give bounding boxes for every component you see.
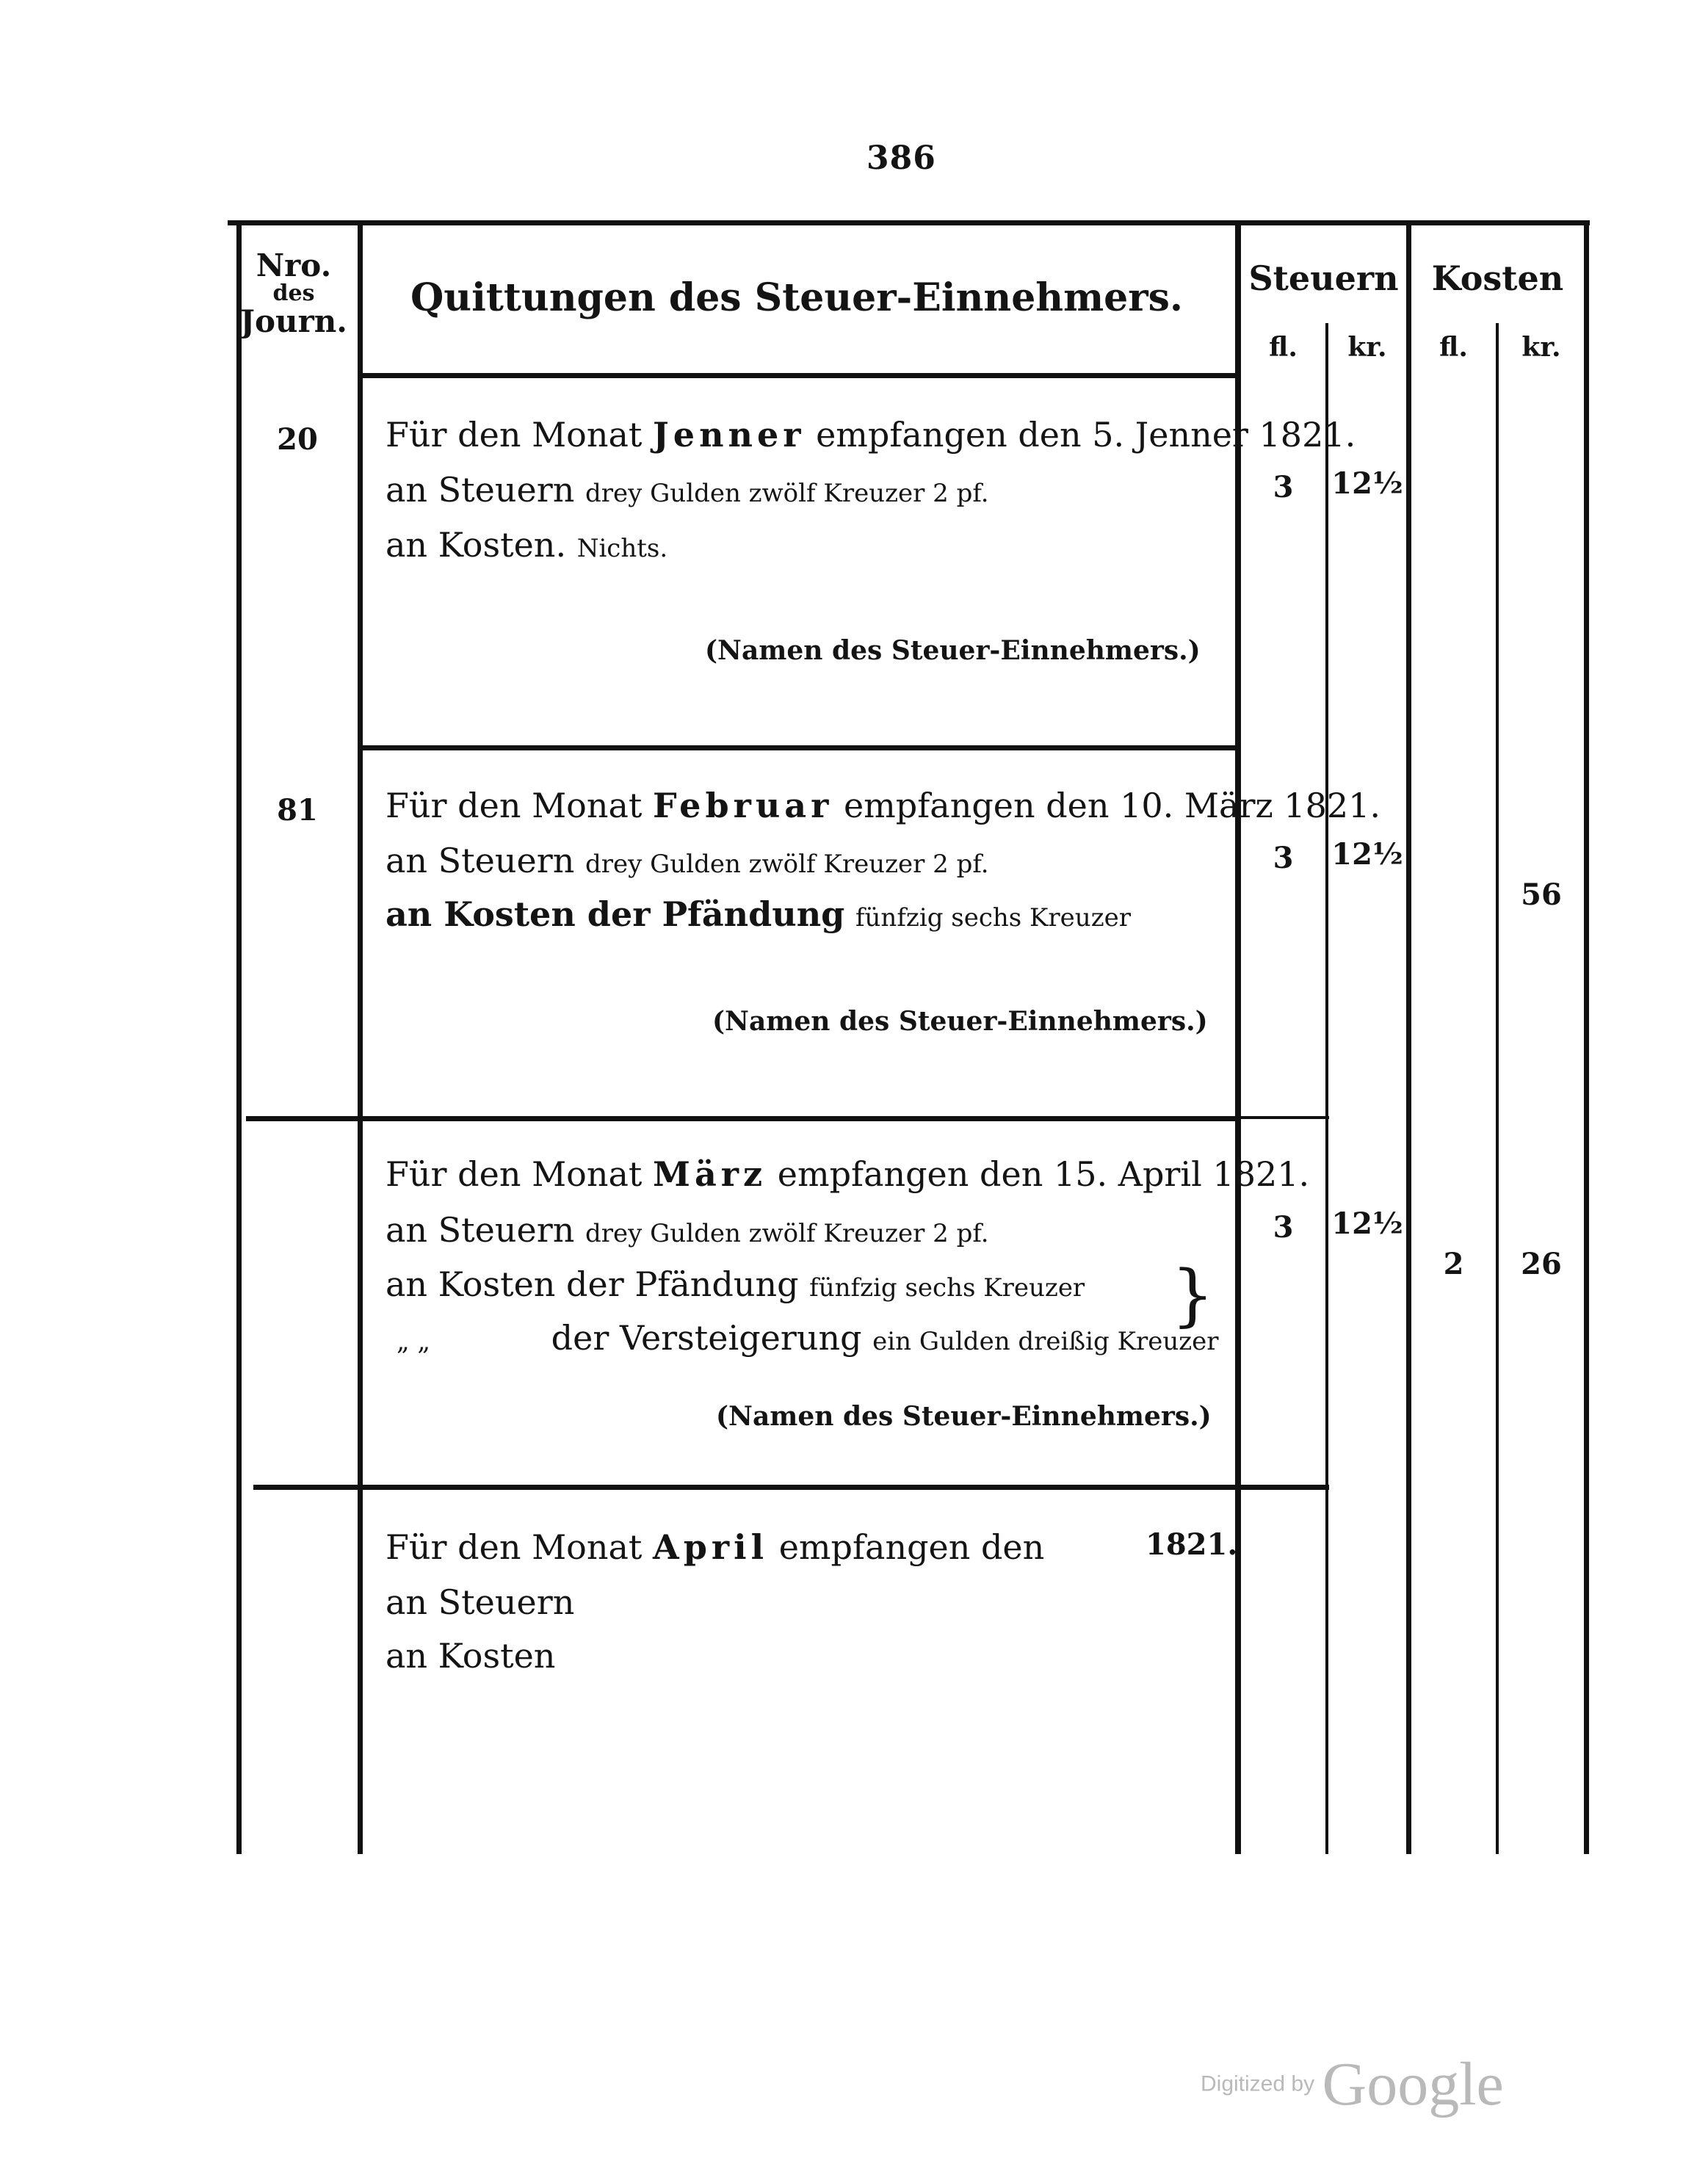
right-border — [1584, 220, 1589, 1854]
header-title: Quittungen des Steuer-Einnehmers. — [410, 275, 1183, 320]
journal-number: 20 — [277, 422, 318, 457]
receipt-line-3: an Kosten der Pfändung fünfzig sechs Kreuzer — [386, 894, 1131, 934]
kosten-kr-value: 56 — [1521, 877, 1562, 912]
header-kosten-fl: fl. — [1439, 332, 1468, 363]
header-steuern: Steuern — [1248, 258, 1399, 298]
kosten-split-rule — [1496, 323, 1499, 1854]
receipt-line-2: an Steuern drey Gulden zwölf Kreuzer 2 pf. — [386, 470, 989, 510]
kosten-kr-value: 26 — [1521, 1247, 1562, 1281]
steuern-kr-value: 12½ — [1331, 1206, 1403, 1241]
kosten-fl-value: 2 — [1443, 1247, 1464, 1281]
header-kosten-kr: kr. — [1521, 332, 1561, 363]
header-steuern-kr: kr. — [1347, 332, 1387, 363]
header-nro-des: des — [272, 280, 315, 307]
steuern-kr-value: 12½ — [1331, 466, 1403, 501]
receipt-line-3: an Kosten — [386, 1636, 556, 1676]
left-border — [236, 224, 242, 1854]
receipt-line-1: Für den Monat März empfangen den 15. April 1821. — [386, 1154, 1310, 1194]
journal-column-rule — [358, 224, 363, 1854]
header-nro-journ: Journ. — [240, 303, 347, 339]
table-top-rule — [228, 220, 1590, 225]
steuern-header-rule — [1241, 1116, 1329, 1119]
steuern-fl-value: 3 — [1273, 1210, 1294, 1245]
receipt-line-1: Für den Monat Jenner empfangen den 5. Jenner 1821. — [386, 415, 1356, 455]
steuern-fl-value: 3 — [1273, 470, 1294, 504]
receipt-line-2: an Steuern drey Gulden zwölf Kreuzer 2 pf. — [386, 841, 989, 880]
header-bottom-rule — [360, 373, 1237, 378]
brace-icon: } — [1171, 1256, 1215, 1334]
text-column-rule — [1235, 220, 1241, 1854]
row-divider-1 — [360, 745, 1237, 750]
steuern-kr-value: 12½ — [1331, 837, 1403, 872]
receipt-line-2: an Steuern drey Gulden zwölf Kreuzer 2 pf. — [386, 1210, 989, 1250]
steuern-split-rule — [1325, 323, 1328, 1854]
digitized-watermark — [1201, 2049, 1504, 2120]
digitized-by-label: Digitized by — [1201, 2071, 1315, 2096]
receipt-line-2: an Steuern — [386, 1582, 575, 1622]
receipt-line-4: „ „ der Versteigerung ein Gulden dreißig Kreuzer — [397, 1318, 1219, 1358]
row-divider-3 — [253, 1485, 1329, 1490]
journal-number: 81 — [277, 793, 318, 828]
signature-placeholder: (Namen des Steuer-Einnehmers.) — [712, 1006, 1208, 1037]
header-kosten: Kosten — [1431, 258, 1564, 298]
receipt-line-3: an Kosten. Nichts. — [386, 525, 668, 565]
header-nro-label: Nro. — [256, 247, 332, 283]
row-divider-2 — [246, 1116, 1237, 1121]
steuern-kosten-rule — [1406, 220, 1411, 1854]
header-nro — [239, 247, 349, 339]
receipt-line-1: Für den Monat Februar empfangen den 10. März 1821. — [386, 786, 1380, 825]
receipt-line-3: an Kosten der Pfändung fünfzig sechs Kreuzer — [386, 1264, 1085, 1304]
page-number: 386 — [866, 140, 936, 177]
receipt-line-1: Für den Monat April empfangen den — [386, 1527, 1045, 1567]
receipt-year: 1821. — [1146, 1527, 1238, 1562]
header-steuern-fl: fl. — [1269, 332, 1298, 363]
steuern-fl-value: 3 — [1273, 841, 1294, 875]
google-logo: Google — [1322, 2050, 1504, 2118]
signature-placeholder: (Namen des Steuer-Einnehmers.) — [705, 635, 1201, 666]
signature-placeholder: (Namen des Steuer-Einnehmers.) — [716, 1401, 1212, 1432]
